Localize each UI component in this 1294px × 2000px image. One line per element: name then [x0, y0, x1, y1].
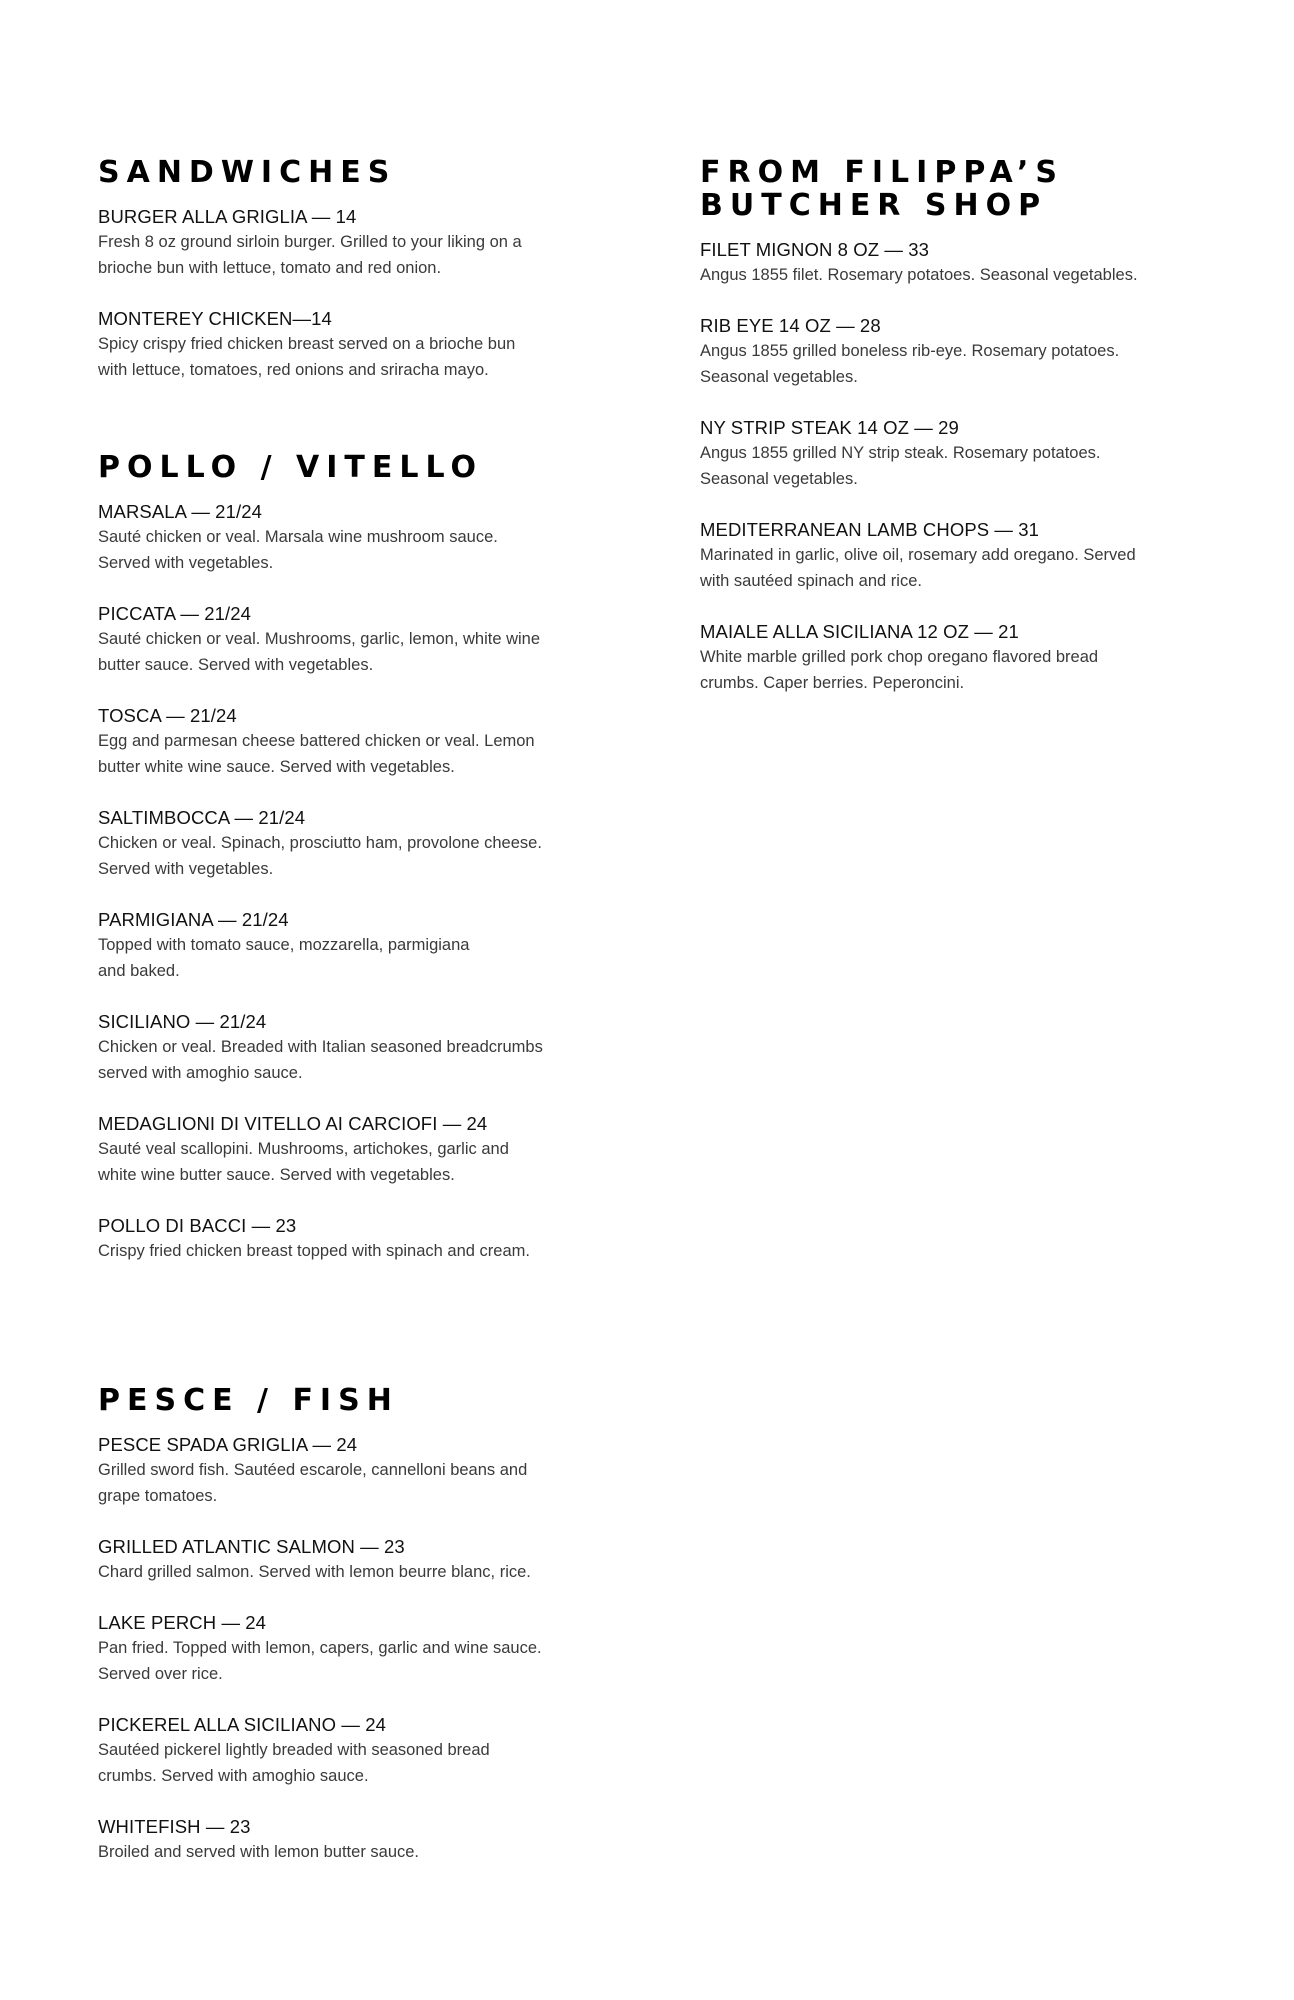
menu-item [700, 518, 1220, 594]
menu-item-description: Spicy crispy fried chicken breast served on a brioche bun with lettuce, tomatoes, red onions and sriracha mayo. [98, 335, 516, 379]
menu-item-description: Sautéed pickerel lightly breaded with seasoned bread crumbs. Served with amoghio sauce. [98, 1741, 490, 1785]
menu-item [98, 500, 618, 576]
menu-item-name: GRILLED ATLANTIC SALMON — 23 [98, 1536, 405, 1557]
menu-item-name: MARSALA — 21/24 [98, 501, 262, 522]
menu-item-name: LAKE PERCH — 24 [98, 1612, 267, 1633]
menu-item-description: Chard grilled salmon. Served with lemon beurre blanc, rice. [98, 1563, 531, 1581]
menu-item [98, 307, 618, 383]
menu-item-name: PARMIGIANA — 21/24 [98, 909, 289, 930]
menu-item [98, 205, 618, 281]
menu-item [98, 1214, 618, 1264]
menu-item-name: POLLO DI BACCI — 23 [98, 1215, 297, 1236]
section-butcher-shop [700, 156, 1220, 722]
menu-item-name: TOSCA — 21/24 [98, 705, 237, 726]
menu-item-description: Crispy fried chicken breast topped with spinach and cream. [98, 1242, 530, 1260]
menu-item-name: SALTIMBOCCA — 21/24 [98, 807, 306, 828]
menu-item-description: Sauté veal scallopini. Mushrooms, artichokes, garlic and white wine butter sauce. Served with vegetables. [98, 1140, 509, 1184]
menu-item [700, 314, 1220, 390]
menu-item-name: BURGER ALLA GRIGLIA — 14 [98, 206, 357, 227]
menu-item-name: FILET MIGNON 8 OZ — 33 [700, 239, 930, 260]
menu-item [98, 806, 618, 882]
menu-item [98, 602, 618, 678]
menu-item-description: Broiled and served with lemon butter sauce. [98, 1843, 420, 1861]
menu-item-name: RIB EYE 14 OZ — 28 [700, 315, 881, 336]
menu-item-name: NY STRIP STEAK 14 OZ — 29 [700, 417, 959, 438]
menu-item-description: Egg and parmesan cheese battered chicken or veal. Lemon butter white wine sauce. Served with vegetables. [98, 732, 535, 776]
menu-item [98, 1611, 618, 1687]
menu-item-description: Grilled sword fish. Sautéed escarole, cannelloni beans and grape tomatoes. [98, 1461, 528, 1505]
menu-item [98, 1112, 618, 1188]
section-pollo-vitello [98, 451, 618, 1290]
menu-item [98, 1815, 618, 1865]
menu-item-name: SICILIANO — 21/24 [98, 1011, 267, 1032]
section-title-butcher-shop: FROM FILIPPA’S BUTCHER SHOP [700, 155, 1065, 223]
menu-item [98, 1713, 618, 1789]
section-title-pesce-fish: PESCE / FISH [98, 1383, 399, 1418]
menu-item [98, 704, 618, 780]
section-sandwiches [98, 156, 618, 409]
menu-item [98, 1010, 618, 1086]
menu-item-description: Angus 1855 filet. Rosemary potatoes. Seasonal vegetables. [700, 266, 1138, 284]
menu-item-description: Chicken or veal. Spinach, prosciutto ham, provolone cheese. Served with vegetables. [98, 834, 542, 878]
menu-item-description: Chicken or veal. Breaded with Italian seasoned breadcrumbs served with amoghio sauce. [98, 1038, 543, 1082]
menu-item-name: PESCE SPADA GRIGLIA — 24 [98, 1434, 358, 1455]
menu-item-description: Topped with tomato sauce, mozzarella, parmigiana and baked. [98, 936, 470, 980]
menu-item-description: Pan fried. Topped with lemon, capers, garlic and wine sauce. Served over rice. [98, 1639, 542, 1683]
menu-item-description: Marinated in garlic, olive oil, rosemary add oregano. Served with sautéed spinach and rice. [700, 546, 1136, 590]
menu-item-description: Angus 1855 grilled boneless rib-eye. Rosemary potatoes. Seasonal vegetables. [700, 342, 1120, 386]
menu-item-name: MEDAGLIONI DI VITELLO AI CARCIOFI — 24 [98, 1113, 488, 1134]
menu-item-name: PICKEREL ALLA SICILIANO — 24 [98, 1714, 386, 1735]
menu-item [700, 620, 1220, 696]
menu-item-name: PICCATA — 21/24 [98, 603, 251, 624]
menu-item-description: Angus 1855 grilled NY strip steak. Rosemary potatoes. Seasonal vegetables. [700, 444, 1101, 488]
menu-item-name: MEDITERRANEAN LAMB CHOPS — 31 [700, 519, 1040, 540]
menu-item-name: MONTEREY CHICKEN—14 [98, 308, 332, 329]
menu-item [98, 1433, 618, 1509]
menu-item-description: Sauté chicken or veal. Mushrooms, garlic, lemon, white wine butter sauce. Served with vegetables. [98, 630, 541, 674]
menu-item-description: Fresh 8 oz ground sirloin burger. Grilled to your liking on a brioche bun with lettuce, tomato and red onion. [98, 233, 522, 277]
section-pesce-fish [98, 1384, 618, 1891]
menu-item-description: White marble grilled pork chop oregano flavored bread crumbs. Caper berries. Peperoncini. [700, 648, 1099, 692]
menu-item [98, 1535, 618, 1585]
menu-item-name: WHITEFISH — 23 [98, 1816, 251, 1837]
section-title-sandwiches: SANDWICHES [98, 155, 397, 190]
menu-item-description: Sauté chicken or veal. Marsala wine mushroom sauce. Served with vegetables. [98, 528, 498, 572]
menu-item [98, 908, 618, 984]
menu-item [700, 238, 1220, 288]
menu-item [700, 416, 1220, 492]
section-title-pollo-vitello: POLLO / VITELLO [98, 450, 484, 485]
menu-item-name: MAIALE ALLA SICILIANA 12 OZ — 21 [700, 621, 1019, 642]
